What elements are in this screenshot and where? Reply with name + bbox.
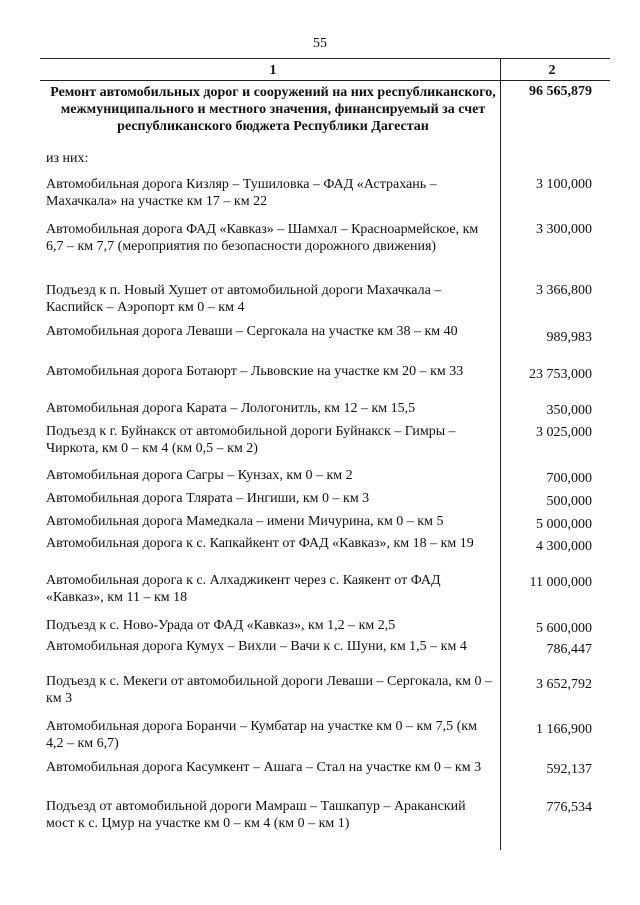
page-number: 55 — [313, 36, 327, 51]
row-value: 500,000 — [546, 494, 592, 509]
row-label: Автомобильная дорога Сагры – Кунзах, км 0 – км 2 — [46, 468, 353, 483]
row-value: 5 000,000 — [536, 517, 592, 532]
row-label: Подъезд к с. Мекеги от автомобильной дороги Леваши – Сергокала, км 0 – км 3 — [46, 674, 492, 706]
row-value: 5 600,000 — [536, 621, 592, 636]
section-heading: Ремонт автомобильных дорог и сооружений на них республиканского, межмуниципального и местного значения, финансируемый за счет республиканского бюджета Республики Дагестан — [50, 85, 496, 134]
table-header-border — [40, 80, 610, 81]
row-label: Автомобильная дорога Касумкент – Ашага – Стал на участке км 0 – км 3 — [46, 760, 482, 775]
section-total: 96 565,879 — [529, 84, 592, 99]
row-label: Автомобильная дорога Карата – Лологонитль, км 12 – км 15,5 — [46, 401, 416, 416]
row-label: Автомобильная дорога к с. Алхаджикент через с. Каякент от ФАД «Кавказ», км 11 – км 18 — [46, 573, 441, 605]
row-label: Автомобильная дорога Леваши – Сергокала на участке км 38 – км 40 — [46, 324, 458, 339]
row-label: Автомобильная дорога Тлярата – Ингиши, км 0 – км 3 — [46, 491, 370, 506]
row-label: Подъезд к г. Буйнакск от автомобильной дороги Буйнакск – Гимры – Чиркота, км 0 – км 4 (км 0,5 – км 2) — [46, 424, 456, 456]
row-value: 3 025,000 — [536, 425, 592, 440]
row-label: Подъезд от автомобильной дороги Мамраш – Ташкапур – Араканский мост к с. Цмур на участке км 0 – км 4 (км 0 – км 1) — [46, 799, 466, 831]
row-label: Автомобильная дорога Ботаюрт – Львовские на участке км 20 – км 33 — [46, 364, 464, 379]
row-value: 3 100,000 — [536, 177, 592, 192]
subheading: из них: — [46, 151, 89, 166]
row-label: Автомобильная дорога Боранчи – Кумбатар на участке км 0 – км 7,5 (км 4,2 – км 6,7) — [46, 719, 477, 751]
column-number-1: 1 — [269, 63, 277, 78]
row-value: 1 166,900 — [536, 722, 592, 737]
row-value: 776,534 — [546, 800, 592, 815]
row-value: 4 300,000 — [536, 539, 592, 554]
table-top-border — [40, 58, 610, 59]
row-value: 786,447 — [546, 642, 592, 657]
column-number-2: 2 — [548, 63, 556, 78]
row-label: Подъезд к п. Новый Хушет от автомобильной дороги Махачкала – Каспийск – Аэропорт км 0 – км 4 — [46, 283, 442, 315]
row-label: Автомобильная дорога Кизляр – Тушиловка – ФАД «Астрахань – Махачкала» на участке км 17 – км 22 — [46, 177, 437, 209]
table-column-divider — [500, 58, 501, 850]
row-value: 592,137 — [546, 762, 592, 777]
row-label: Автомобильная дорога ФАД «Кавказ» – Шамхал – Красноармейское, км 6,7 – км 7,7 (мероприятия по безопасности дорожного движения) — [46, 222, 479, 254]
row-value: 989,983 — [546, 330, 592, 345]
row-value: 3 366,800 — [536, 283, 592, 298]
row-label: Автомобильная дорога Кумух – Вихли – Вачи к с. Шуни, км 1,5 – км 4 — [46, 639, 467, 654]
row-label: Автомобильная дорога к с. Капкайкент от ФАД «Кавказ», км 18 – км 19 — [46, 536, 474, 551]
row-value: 350,000 — [546, 403, 592, 418]
row-value: 11 000,000 — [529, 575, 592, 590]
row-label: Подъезд к с. Ново-Урада от ФАД «Кавказ», км 1,2 – км 2,5 — [46, 618, 396, 633]
row-value: 23 753,000 — [529, 367, 592, 382]
row-value: 3 652,792 — [536, 677, 592, 692]
row-value: 3 300,000 — [536, 222, 592, 237]
row-label: Автомобильная дорога Мамедкала – имени Мичурина, км 0 – км 5 — [46, 514, 444, 529]
row-value: 700,000 — [546, 471, 592, 486]
